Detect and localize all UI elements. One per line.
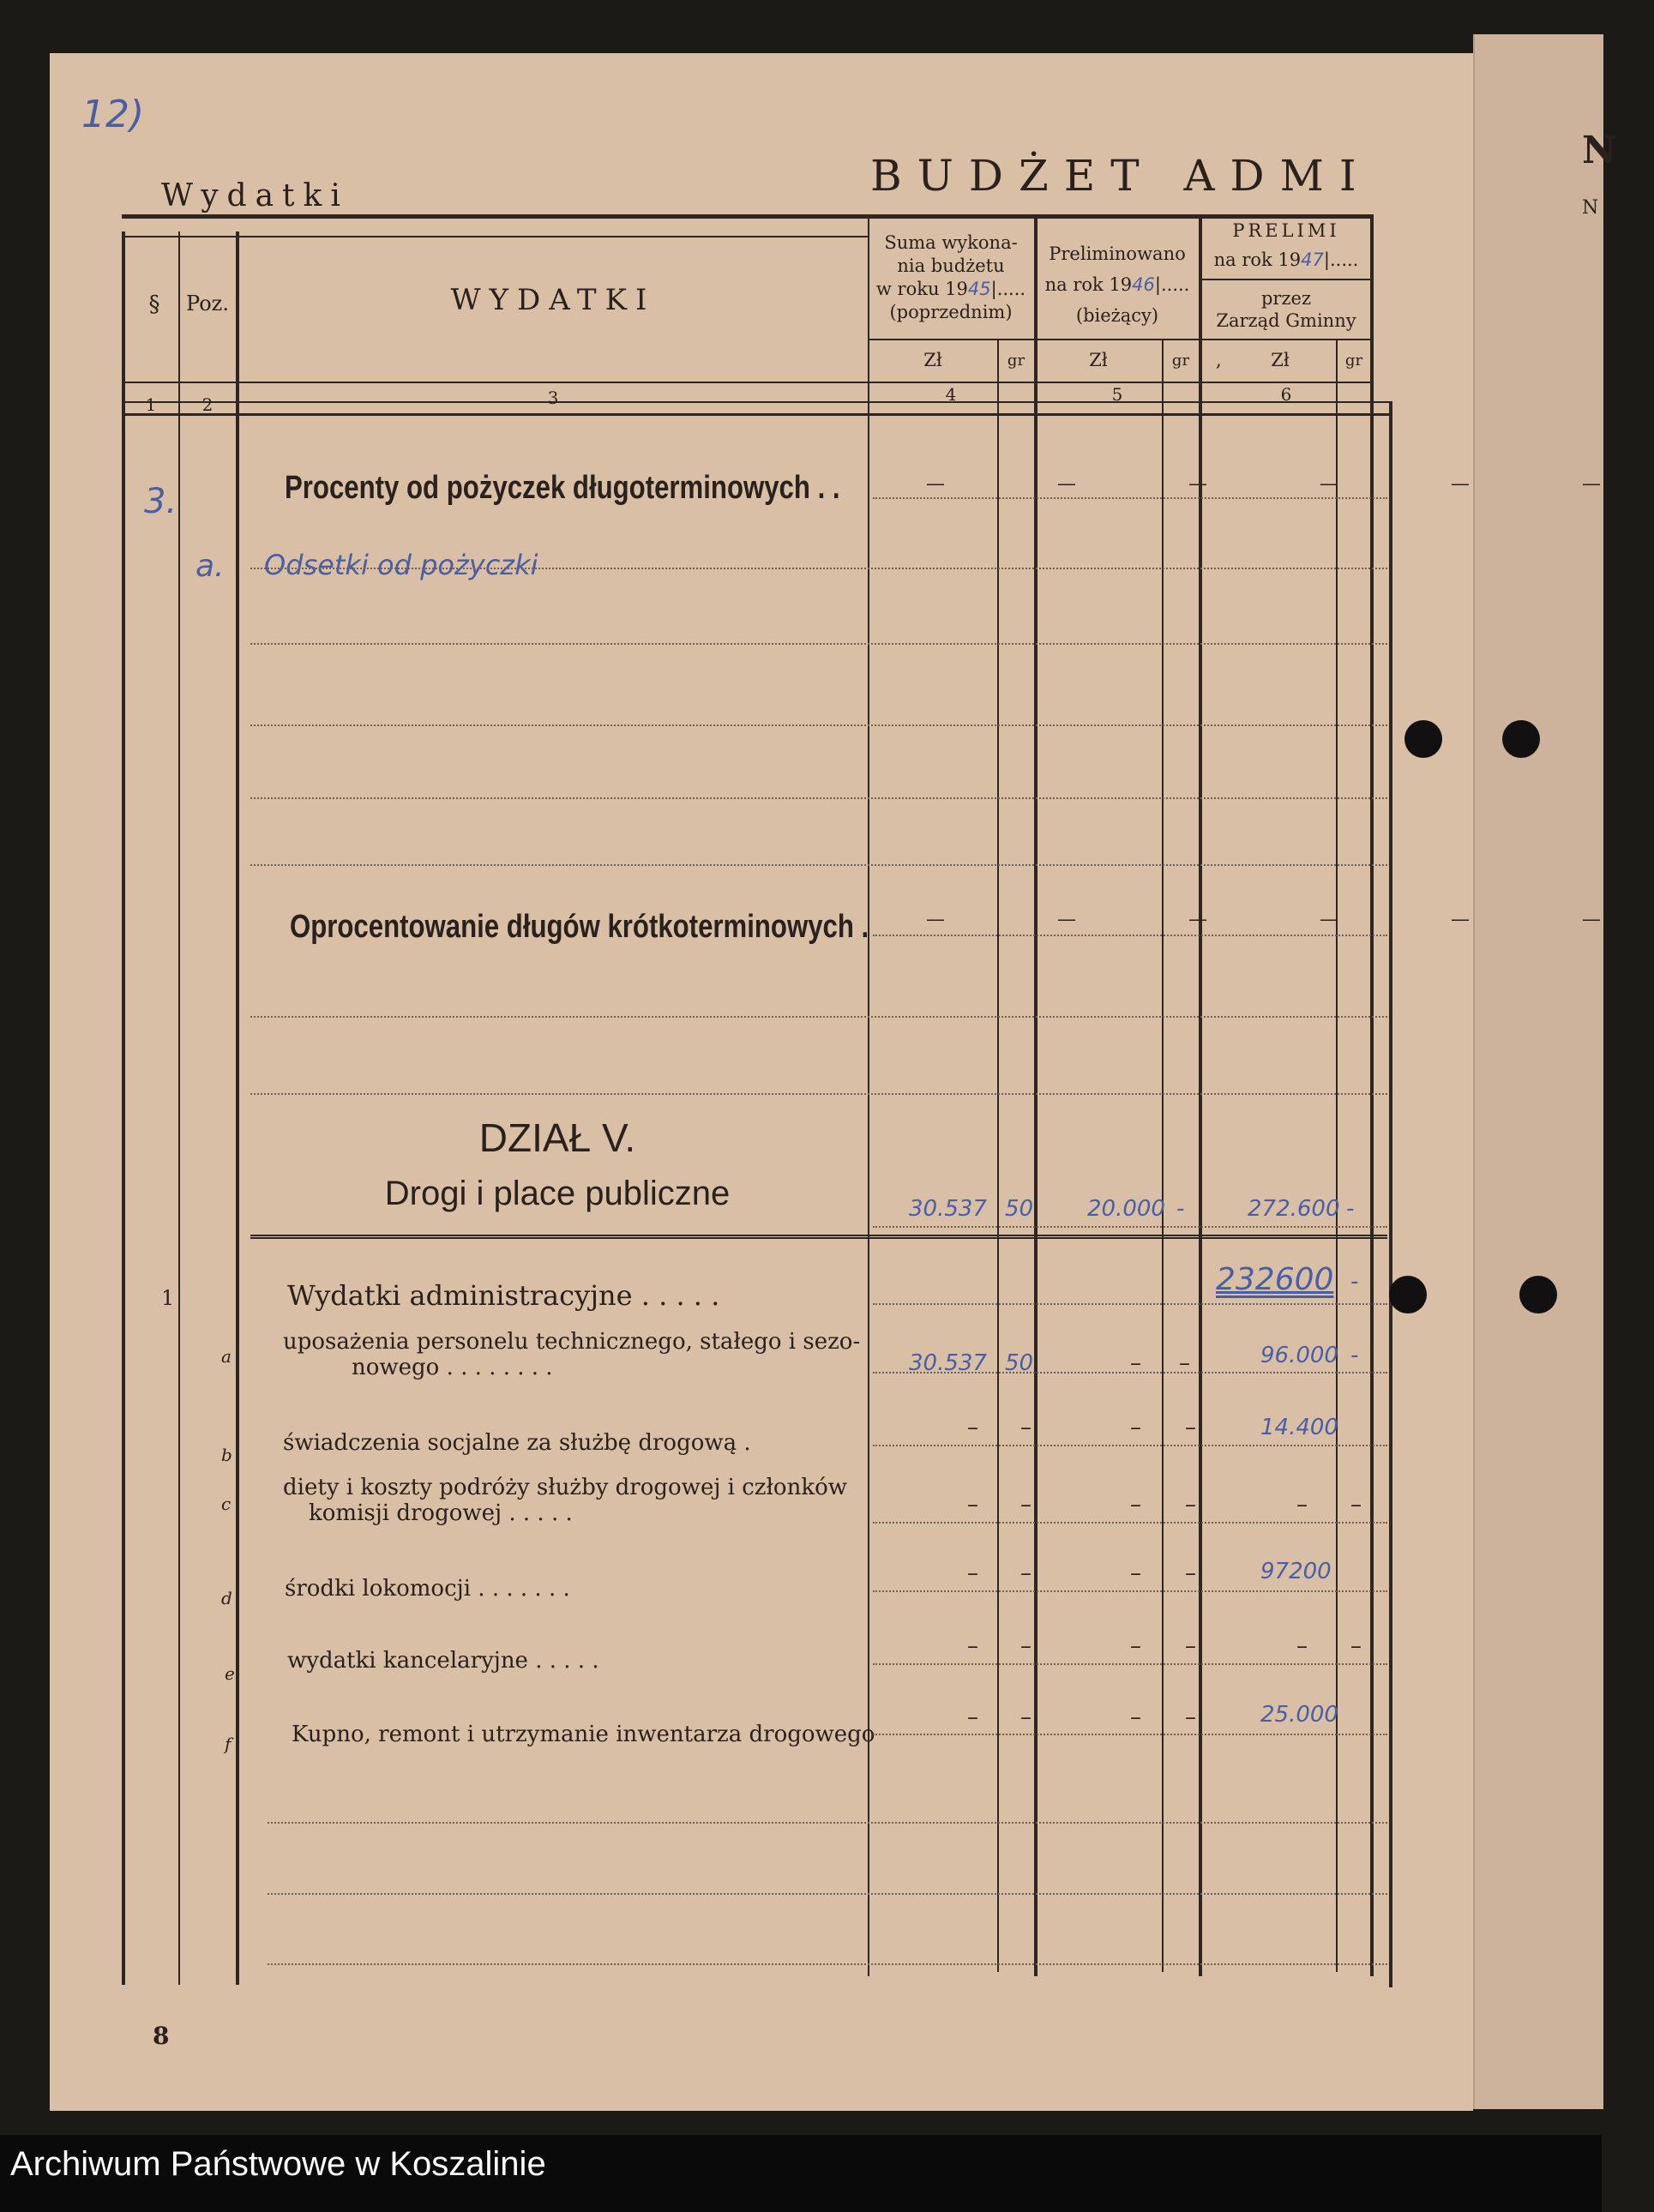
item-b-dash-col4: – — [967, 1415, 978, 1440]
item-a-value-col5: – — [1130, 1350, 1141, 1376]
item-b-dash-col5: – — [1130, 1415, 1141, 1440]
short-debt-title: Oprocentowanie długów krótkoterminowych . — [290, 909, 869, 945]
item-a-gr-col5: – — [1179, 1350, 1190, 1376]
col6-split-rule — [1200, 279, 1372, 280]
rule-e — [873, 1663, 1387, 1665]
section-gr-col6: - — [1346, 1196, 1355, 1222]
rule-d — [873, 1590, 1387, 1592]
punch-hole — [1389, 1276, 1427, 1313]
item-b-value-col6: 14.400 — [1260, 1415, 1338, 1440]
col-line-5gr — [1162, 339, 1164, 1972]
rule-short — [873, 935, 1387, 936]
rule-c — [873, 1522, 1387, 1524]
rule-empty-3 — [268, 1963, 1387, 1965]
col4-heading: Suma wykona- nia budżetu w roku 1945|..... (poprzednim) — [875, 232, 1026, 322]
rule-r1 — [250, 568, 1387, 569]
col-number-5: 5 — [1111, 384, 1123, 405]
archive-name: Archiwum Państwowe w Koszalinie — [10, 2145, 546, 2183]
item-f-dash-col4: – — [967, 1704, 978, 1730]
item-e-position: e — [225, 1663, 235, 1684]
item-b-dash-col5gr: – — [1185, 1415, 1196, 1440]
right-page-letter-small: N — [1582, 197, 1599, 219]
item-c-dash-col5: – — [1130, 1492, 1141, 1518]
rule-r5 — [250, 864, 1387, 866]
section-subtitle: Drogi i place publiczne — [384, 1175, 731, 1212]
item-f-position: f — [225, 1734, 232, 1754]
col5-zl: Zł — [1089, 350, 1108, 370]
section-value-col4: 30.537 — [909, 1196, 987, 1222]
item-e-dash-col6: – — [1296, 1633, 1308, 1659]
sub1-value-col6: 232600 — [1216, 1262, 1334, 1297]
page-number: 8 — [153, 2022, 170, 2050]
row3a-text: Odsetki od pożyczki — [264, 549, 538, 581]
col-number-1: 1 — [145, 394, 157, 415]
col-position: Poz. — [186, 292, 229, 316]
rule-f — [873, 1734, 1387, 1735]
col6-comma: , — [1216, 350, 1222, 370]
section-double-rule — [250, 1235, 1387, 1239]
col6-zl: Zł — [1271, 350, 1290, 370]
header-title: BUDŻET ADMI — [870, 151, 1372, 201]
col6-subheading: przez Zarząd Gminny — [1216, 288, 1356, 331]
item-e-dash-col4gr: – — [1020, 1633, 1031, 1659]
section-gr-col4: 50 — [1005, 1196, 1034, 1222]
right-page-letter: N — [1582, 129, 1617, 172]
item-b-dash-col4gr: – — [1020, 1415, 1031, 1440]
header-under-rule — [122, 236, 868, 237]
section-title: DZIAŁ V. — [478, 1115, 636, 1160]
item-f-value-col6: 25.000 — [1260, 1702, 1338, 1728]
section-gr-col5: - — [1176, 1196, 1185, 1222]
rule-b — [873, 1445, 1387, 1446]
rule-a — [873, 1372, 1387, 1373]
sub1-gr-col6: - — [1350, 1269, 1359, 1295]
item-e-dash-col4: – — [967, 1633, 978, 1659]
col-main: WYDATKI — [450, 283, 656, 317]
item-c-text: diety i koszty podróży służby drogowej i członków komisji drogowej . . . . . — [283, 1475, 847, 1526]
archive-footer — [0, 2135, 1602, 2212]
col-line-1 — [178, 231, 180, 1985]
col-number-3: 3 — [547, 388, 559, 408]
item-c-dash-col6gr: – — [1350, 1492, 1362, 1518]
col-number-4: 4 — [945, 384, 957, 405]
item-e-text: wydatki kancelaryjne . . . . . — [287, 1648, 599, 1674]
rule-r7 — [250, 1093, 1387, 1095]
item-c-dash-col6: – — [1296, 1492, 1308, 1518]
rule-row3 — [873, 497, 1387, 499]
col-line-left — [122, 231, 125, 1985]
col-paragraph: § — [148, 292, 160, 317]
item-e-dash-col5gr: – — [1185, 1633, 1196, 1659]
short-debt-dashes: — — — — — — — [926, 909, 1654, 930]
col6-heading: PRELIMI na rok 1947|..... — [1213, 220, 1359, 270]
side-label: Wydatki — [161, 178, 349, 213]
row3-number: 3. — [144, 482, 177, 521]
punch-hole — [1519, 1276, 1557, 1313]
item-a-text: uposażenia personelu technicznego, stałego i sezo- nowego . . . . . . . . — [283, 1329, 861, 1380]
item-a-gr-col4: 50 — [1005, 1350, 1034, 1376]
section-value-col5: 20.000 — [1087, 1196, 1165, 1222]
item-c-position: c — [221, 1494, 232, 1514]
col-number-6: 6 — [1280, 384, 1292, 405]
rule-section — [873, 1226, 1387, 1228]
item-e-dash-col5: – — [1130, 1633, 1141, 1659]
adjacent-page — [1473, 34, 1603, 2109]
item-f-dash-col4gr: – — [1020, 1704, 1031, 1730]
item-a-gr-col6: - — [1350, 1343, 1359, 1368]
punch-hole — [1502, 720, 1540, 758]
col-line-right — [1389, 401, 1392, 1987]
row3-title: Procenty od pożyczek długoterminowych . . — [285, 470, 840, 506]
rule-empty-1 — [268, 1822, 1387, 1824]
item-f-dash-col5gr: – — [1185, 1704, 1196, 1730]
item-f-dash-col5: – — [1130, 1704, 1141, 1730]
col4-zl: Zł — [923, 350, 942, 370]
item-d-dash-col4gr: – — [1020, 1560, 1031, 1586]
rule-r3 — [250, 724, 1387, 726]
item-f-text: Kupno, remont i utrzymanie inwentarza drogowego — [292, 1722, 875, 1747]
row3a-position: a. — [195, 549, 225, 584]
column-number-rule-top — [122, 382, 1372, 383]
col5-heading: Preliminowano na rok 1946|..... (bieżący) — [1044, 243, 1190, 326]
sub1-number: 1 — [161, 1286, 175, 1310]
rule-empty-2 — [268, 1893, 1387, 1895]
col-line-4gr — [997, 339, 999, 1972]
row3-dashes: — — — — — — — [926, 473, 1654, 495]
item-a-value-col4: 30.537 — [909, 1350, 987, 1376]
rule-r4 — [250, 797, 1387, 799]
item-b-text: świadczenia socjalne za służbę drogową . — [283, 1430, 751, 1456]
header-top-rule — [122, 214, 1372, 219]
col-line-2 — [236, 231, 239, 1985]
punch-hole — [1404, 720, 1442, 758]
item-a-position: a — [221, 1346, 232, 1367]
item-b-position: b — [221, 1445, 232, 1465]
sub1-title: Wydatki administracyjne . . . . . — [287, 1279, 720, 1312]
rule-sub1 — [873, 1303, 1387, 1305]
item-c-dash-col5gr: – — [1185, 1492, 1196, 1518]
rule-r6 — [250, 1016, 1387, 1018]
col-number-2: 2 — [201, 394, 214, 415]
col5-gr: gr — [1171, 352, 1190, 370]
col4-gr: gr — [1007, 352, 1025, 370]
item-d-dash-col5gr: – — [1185, 1560, 1196, 1586]
rule-r2 — [250, 643, 1387, 645]
item-c-dash-col4gr: – — [1020, 1492, 1031, 1518]
subheader-rule — [868, 339, 1372, 340]
margin-note: 12) — [81, 93, 145, 136]
col-line-3 — [868, 214, 869, 1976]
item-d-dash-col4: – — [967, 1560, 978, 1586]
item-c-dash-col4: – — [967, 1492, 978, 1518]
col6-gr: gr — [1344, 352, 1363, 370]
item-d-position: d — [221, 1588, 232, 1608]
item-d-value-col6: 97200 — [1260, 1559, 1332, 1584]
item-e-dash-col6gr: – — [1350, 1633, 1362, 1659]
item-d-text: środki lokomocji . . . . . . . — [285, 1576, 570, 1602]
item-d-dash-col5: – — [1130, 1560, 1141, 1586]
item-a-value-col6: 96.000 — [1260, 1343, 1338, 1368]
section-value-col6: 272.600 — [1248, 1196, 1340, 1222]
